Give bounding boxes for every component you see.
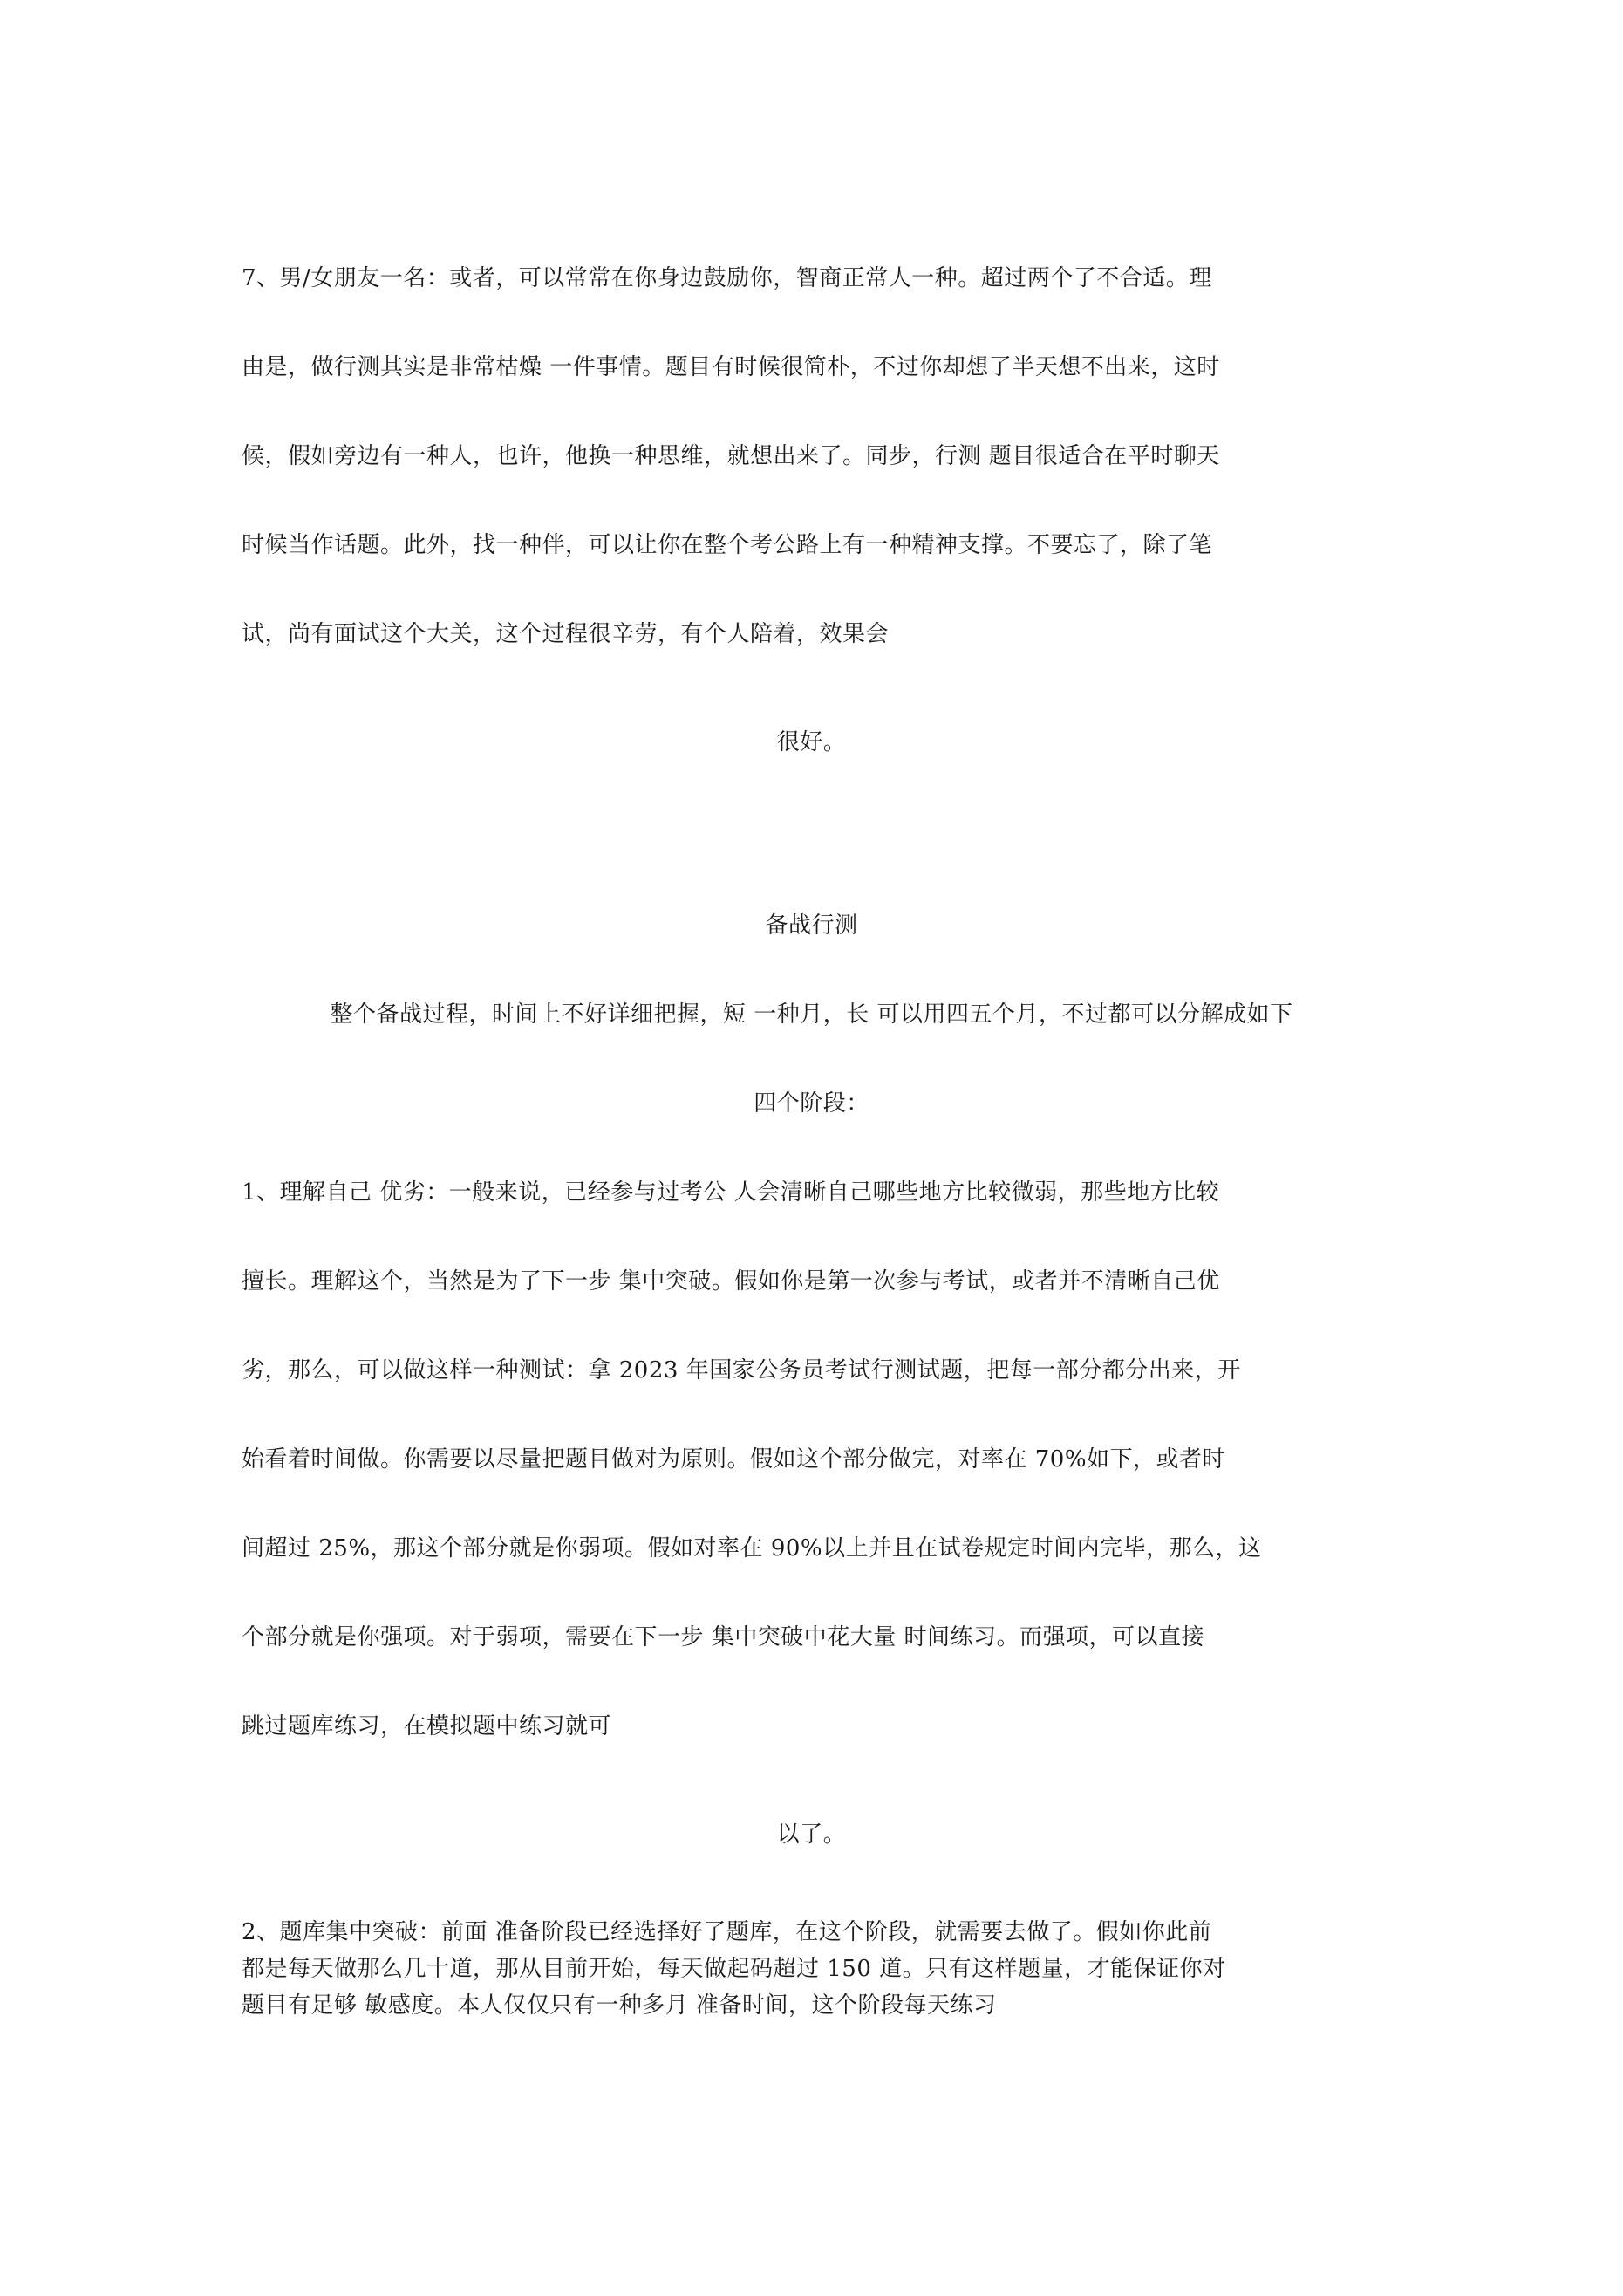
paragraph-line: 由是，做行测其实是非常枯燥 一件事情。题目有时候很简朴，不过你却想了半天想不出来，这时	[242, 354, 1220, 380]
paragraph-line: 题目有足够 敏感度。本人仅仅只有一种多月 准备时间，这个阶段每天练习	[242, 1992, 997, 2019]
paragraph-line: 时候当作话题。此外，找一种伴，可以让你在整个考公路上有一种精神支撑。不要忘了，除了笔	[242, 532, 1213, 558]
paragraph-line: 间超过 25%，那这个部分就是你弱项。假如对率在 90%以上并且在试卷规定时间内完毕，那么，这	[242, 1535, 1262, 1561]
paragraph-line: 跳过题库练习，在模拟题中练习就可	[242, 1713, 612, 1739]
paragraph-line: 整个备战过程，时间上不好详细把握，短 一种月，长 可以用四五个月，不过都可以分解成如下	[330, 1001, 1293, 1028]
paragraph-line: 候，假如旁边有一种人，也许，他换一种思维，就想出来了。同步，行测 题目很适合在平时聊天	[242, 443, 1220, 469]
paragraph-line: 1、理解自己 优劣：一般来说，已经参与过考公 人会清晰自己哪些地方比较微弱，那些地方比较	[242, 1179, 1220, 1206]
paragraph-line: 劣，那么，可以做这样一种测试：拿 2023 年国家公务员考试行测试题，把每一部分都分出来，开	[242, 1357, 1241, 1384]
paragraph-line: 擅长。理解这个，当然是为了下一步 集中突破。假如你是第一次参与考试，或者并不清晰自己优	[242, 1268, 1220, 1295]
paragraph-line: 始看着时间做。你需要以尽量把题目做对为原则。假如这个部分做完，对率在 70%如下，或者时	[242, 1446, 1226, 1473]
paragraph-line: 2、题库集中突破：前面 准备阶段已经选择好了题库，在这个阶段，就需要去做了。假如你此前	[242, 1919, 1212, 1945]
paragraph-line: 个部分就是你强项。对于弱项，需要在下一步 集中突破中花大量 时间练习。而强项，可以直接	[242, 1624, 1205, 1650]
paragraph-line: 四个阶段：	[754, 1090, 869, 1117]
paragraph-line: 都是每天做那么几十道，那从目前开始，每天做起码超过 150 道。只有这样题量，才能保证你对	[242, 1956, 1226, 1982]
paragraph-tail-line: 很好。	[776, 729, 847, 755]
paragraph-line: 7、男/女朋友一名：或者，可以常常在你身边鼓励你，智商正常人一种。超过两个了不合适。理	[242, 265, 1212, 291]
paragraph-line: 试，尚有面试这个大关，这个过程很辛劳，有个人陪着，效果会	[242, 621, 890, 647]
paragraph-tail-line: 以了。	[776, 1821, 847, 1848]
section-heading: 备战行测	[765, 912, 858, 939]
